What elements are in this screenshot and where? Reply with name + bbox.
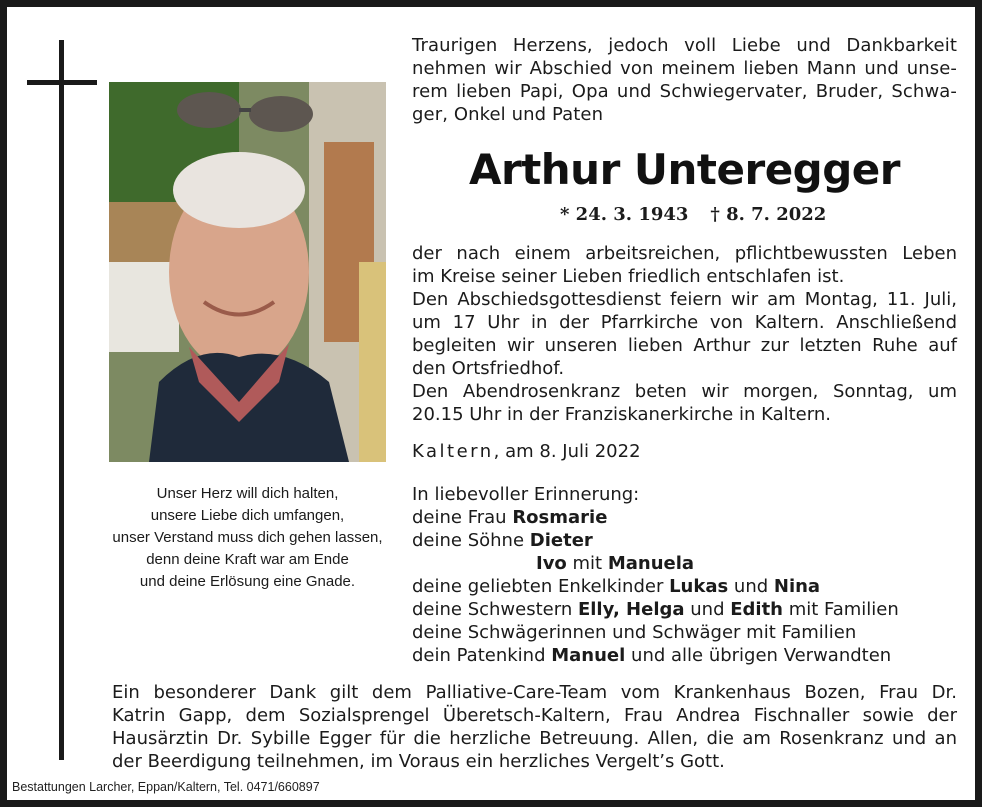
announcement-line: 20.15 Uhr in der Franziskanerkirche in Kaltern.: [412, 404, 831, 425]
announcement-line: den Ortsfriedhof.: [412, 358, 565, 379]
place-date: , am 8. Juli 2022: [493, 441, 641, 462]
poem-line: Unser Herz will dich halten,: [156, 485, 339, 502]
thanks-line: Ein besonderer Dank gilt dem Palliative-Care-Team vom Krankenhaus Bozen, Frau Dr.: [112, 682, 957, 703]
birth-date: * 24. 3. 1943: [560, 204, 689, 225]
mourner-name: Elly, Helga: [577, 599, 685, 620]
intro-line: ger, Onkel und Paten: [412, 104, 604, 125]
mourner-name: Ivo: [536, 553, 567, 574]
announcement-line: Den Abendrosenkranz beten wir morgen, Sonntag, um: [412, 381, 957, 402]
intro-line: nehmen wir Abschied von meinem lieben Mann und unse-: [412, 58, 957, 79]
mourner-name: Nina: [773, 576, 821, 597]
place-name: Kaltern: [412, 441, 494, 462]
mourner-name: Lukas: [669, 576, 729, 597]
intro-line: Traurigen Herzens, jedoch voll Liebe und Dankbarkeit: [412, 35, 957, 56]
announcement-line: um 17 Uhr in der Pfarrkirche von Kaltern. Anschließend: [412, 312, 957, 333]
poem-line: und deine Erlösung eine Gnade.: [139, 573, 356, 590]
mourner-line: Ivo mit Manuela: [536, 553, 695, 574]
mourners-heading: In liebevoller Erinnerung:: [412, 484, 640, 505]
announcement-line: der nach einem arbeitsreichen, pflichtbewussten Leben: [412, 243, 957, 264]
thanks-line: Katrin Gapp, dem Sozialsprengel Überetsch-Kaltern, Frau Andrea Fischnaller sowie der: [112, 705, 957, 726]
mourner-name: Dieter: [529, 530, 593, 551]
mourner-line: deine Schwestern Elly, Helga und Edith mit Familien: [412, 599, 899, 620]
announcement-line: im Kreise seiner Lieben friedlich entschlafen ist.: [412, 266, 845, 287]
intro-line: rem lieben Papi, Opa und Schwiegervater, Bruder, Schwa-: [412, 81, 957, 102]
thanks-line: der Beerdigung teilnehmen, im Voraus ein herzliches Vergelt’s Gott.: [112, 751, 725, 772]
announcement-line: Den Abschiedsgottesdienst feiern wir am Montag, 11. Juli,: [412, 289, 957, 310]
mourner-name: Rosmarie: [512, 507, 608, 528]
mourner-name: Manuel: [551, 645, 626, 666]
undertaker-credit: Bestattungen Larcher, Eppan/Kaltern, Tel. 0471/660897: [12, 780, 320, 794]
announcement-text: [412, 242, 957, 426]
mourner-line: deine Schwägerinnen und Schwäger mit Familien: [412, 622, 857, 643]
portrait-photo: [109, 82, 386, 462]
announcement-line: begleiten wir unseren lieben Arthur zur letzten Ruhe auf: [412, 335, 957, 356]
mourner-line: deine Frau Rosmarie: [412, 507, 608, 528]
intro-text: [412, 34, 957, 126]
death-date: † 8. 7. 2022: [710, 204, 827, 225]
mourner-line: dein Patenkind Manuel und alle übrigen Verwandten: [412, 645, 892, 666]
poem-line: unsere Liebe dich umfangen,: [150, 507, 345, 524]
thanks-text: [112, 681, 957, 773]
poem: [109, 483, 386, 593]
life-dates: [560, 203, 826, 227]
mourners-list: [412, 483, 957, 667]
place-and-date: [412, 440, 641, 463]
poem-line: unser Verstand muss dich gehen lassen,: [112, 529, 383, 546]
thanks-line: Hausärztin Dr. Sybille Egger für die herzliche Betreuung. Allen, die am Rosenkranz und an: [112, 728, 957, 749]
mourner-line: deine Söhne Dieter: [412, 530, 593, 551]
mourner-name: Edith: [730, 599, 783, 620]
mourner-name: Manuela: [607, 553, 695, 574]
poem-line: denn deine Kraft war am Ende: [146, 551, 349, 568]
deceased-name: Arthur Unteregger: [468, 145, 901, 194]
mourner-line: deine geliebten Enkelkinder Lukas und Nina: [412, 576, 821, 597]
